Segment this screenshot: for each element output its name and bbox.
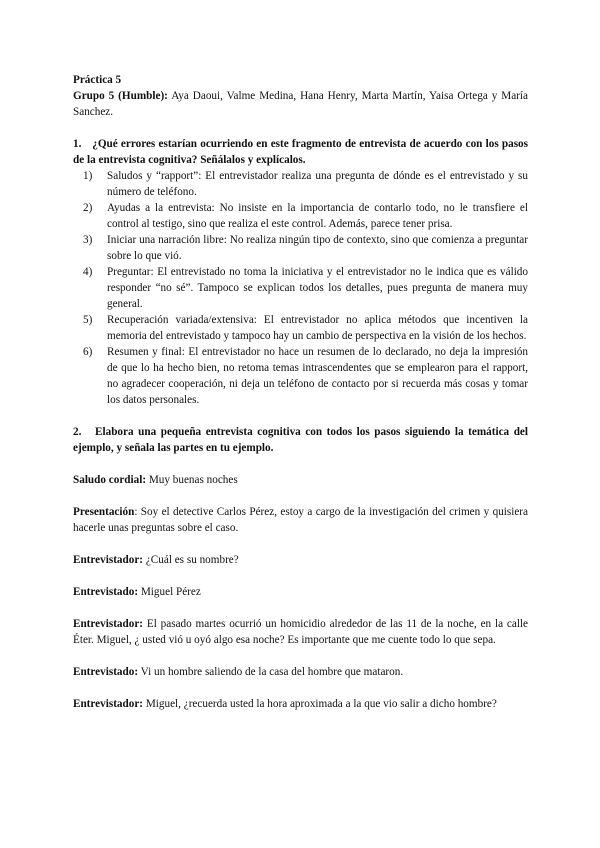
document-title: Práctica 5 (73, 74, 122, 86)
question-2-number: 2. (73, 426, 82, 438)
question-1-number: 1. (73, 138, 82, 150)
list-item: 4) Preguntar: El entrevistado no toma la iniciativa y el entrevistador no le indica que es válido responder “no sé”. Tampoco se explican todos los detalles, pues pregunta de manera muy general. (83, 266, 528, 310)
dialogue-line: Entrevistado: Miguel Pérez (73, 586, 201, 598)
question-2-text: Elabora una pequeña entrevista cognitiva con todos los pasos siguiendo la temática del ejemplo, y señala las partes en tu ejemplo. (73, 426, 528, 454)
answer-list (73, 168, 528, 408)
list-item: 5) Recuperación variada/extensiva: El entrevistador no aplica métodos que incentiven la memoria del entrevistado y tampoco hay un cambio de perspectiva en la visión de los hechos. (83, 314, 528, 342)
dialogue-line: Entrevistado: Vi un hombre saliendo de la casa del hombre que mataron. (73, 666, 404, 678)
dialogue-line: Entrevistador: El pasado martes ocurrió un homicidio alrededor de las 11 de la noche, en la calle Éter. Miguel, ¿ usted vió u oyó algo esa noche? Es importante que me cuente todo lo que sepa. (73, 618, 529, 646)
question-2 (73, 424, 528, 456)
document-page (73, 72, 528, 712)
list-item: 2) Ayudas a la entrevista: No insiste en la importancia de contarlo todo, no le transfiere el control al testigo, sino que realiza el este control. Además, parece tener prisa. (83, 202, 528, 230)
list-item: 1) Saludos y “rapport”: El entrevistador realiza una pregunta de dónde es el entrevistado y su número de teléfono. (83, 170, 528, 198)
dialogue-line: Saludo cordial: Muy buenas noches (73, 474, 238, 486)
dialogue-line: Presentación: Soy el detective Carlos Pérez, estoy a cargo de la investigación del crimen y quisiera hacerle unas preguntas sobre el caso. (73, 506, 528, 534)
list-item: 3) Iniciar una narración libre: No realiza ningún tipo de contexto, sino que comienza a preguntar sobre lo que vió. (83, 234, 528, 262)
dialogue-line: Entrevistador: Miguel, ¿recuerda usted la hora aproximada a la que vio salir a dicho hombre? (73, 698, 497, 710)
question-1 (73, 136, 528, 168)
group-label: Grupo 5 (Humble): (73, 90, 168, 102)
dialogue-line: Entrevistador: ¿Cuál es su nombre? (73, 554, 239, 566)
group-line (73, 88, 528, 120)
question-1-text: ¿Qué errores estarían ocurriendo en este fragmento de entrevista de acuerdo con los pasos de la entrevista cognitiva? Señálalos y explícalos. (73, 138, 529, 166)
group-members: Aya Daoui, Valme Medina, Hana Henry, Marta Martín, Yaisa Ortega y María Sanchez. (73, 90, 528, 118)
list-item: 6) Resumen y final: El entrevistador no hace un resumen de lo declarado, no deja la impresión de que lo ha hecho bien, no retoma temas intrascendentes que se emplearon para el rapport, no agradecer cooperación, ni deja un teléfono de contacto por si recuerda más cosas y tomar los datos personales. (83, 346, 528, 406)
